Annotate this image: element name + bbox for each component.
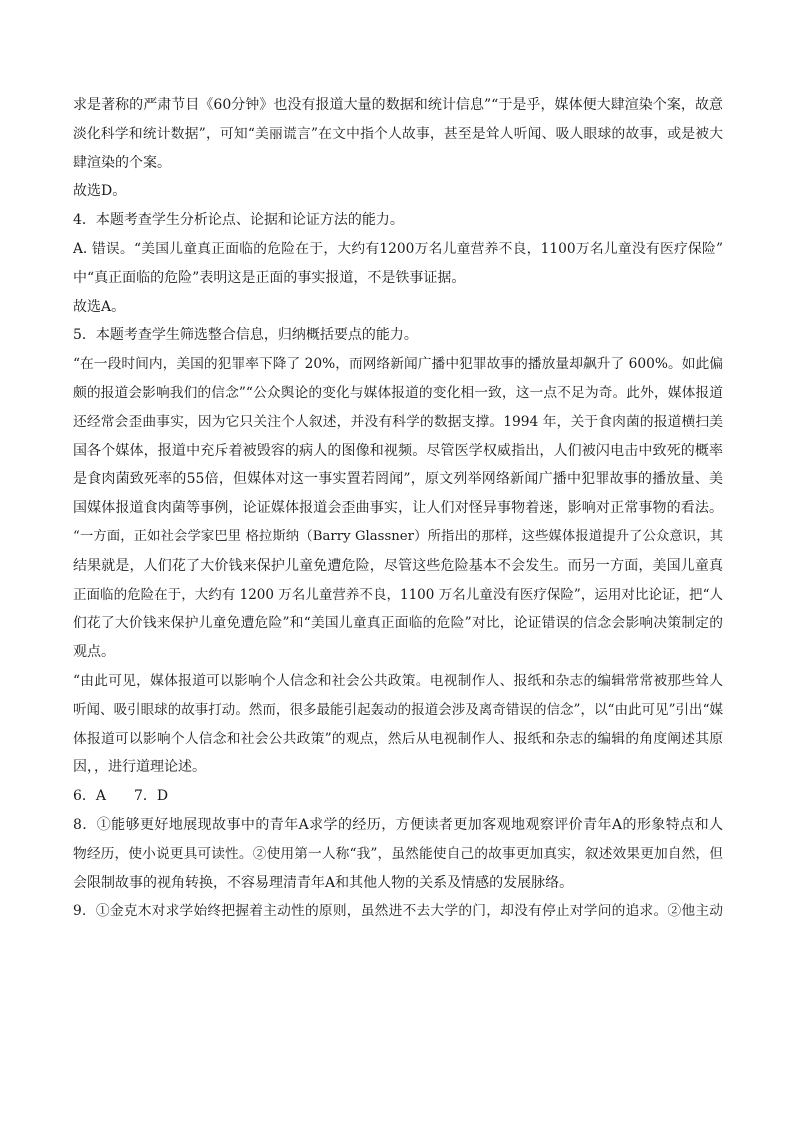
- text-line: “一方面，正如社会学家巴里 格拉斯纳（Barry Glassner）所指出的那样，这些媒体报道提升了公众意识，其: [73, 528, 723, 544]
- text-line: 6．A 7．D: [73, 788, 169, 805]
- text-line: “在一段时间内，美国的犯罪率下降了 20%，而网络新闻广播中犯罪故事的播放量却飙升了 600%。如此偏: [73, 356, 723, 373]
- text-line: 求是著称的严肃节目《60分钟》也没有报道大量的数据和统计信息”“于是乎，媒体便大肆渲染个案，故意: [73, 97, 723, 113]
- text-line: 淡化科学和统计数据”，可知“美丽谎言”在文中指个人故事，甚至是耸人听闻、吸人眼球的故事，或是被大: [73, 125, 723, 142]
- text-line: 是食肉菌致死率的55倍，但媒体对这一事实置若罔闻”，原文列举网络新闻广播中犯罪故事的播放量、美: [73, 471, 723, 488]
- text-line: 9．①金克木对求学始终把握着主动性的原则，虽然进不去大学的门，却没有停止对学问的追求。②他主动: [73, 903, 723, 920]
- text-line: 会限制故事的视角转换，不容易理清青年A和其他人物的关系及情感的发展脉络。: [73, 874, 574, 891]
- text-line: 还经常会歪曲事实，因为它只关注个人叙述，并没有科学的数据支撑。1994 年，关于食肉菌的报道横扫美: [73, 413, 723, 430]
- text-line: 故选A。: [73, 298, 126, 315]
- text-line: A. 错误。“美国儿童真正面临的危险在于，大约有1200万名儿童营养不良，1100万名儿童没有医疗保险”: [73, 240, 723, 257]
- text-line: 中“真正面临的危险”表明这是正面的事实报道，不是铁事证据。: [73, 269, 466, 286]
- text-line: 5．本题考查学生筛选整合信息，归纳概括要点的能力。: [73, 327, 418, 344]
- text-line: 正面临的危险在于，大约有 1200 万名儿童营养不良，1100 万名儿童没有医疗保险”，运用对比论证，把“人: [73, 586, 723, 603]
- text-line: 因，，进行道理论述。: [73, 759, 206, 776]
- text-line: 8．①能够更好地展现故事中的青年A求学的经历，方便读者更加客观地观察评价青年A的形象特点和人: [73, 816, 723, 833]
- text-line: 们花了大价钱来保护儿童免遭危险”和“美国儿童真正面临的危险”对比，论证错误的信念会影响决策制定的: [73, 615, 723, 632]
- text-line: 听闻、吸引眼球的故事打动。然而，很多最能引起轰动的报道会涉及离奇错误的信念”，以“由此可见”引出“媒: [73, 701, 723, 718]
- text-line: 结果就是，人们花了大价钱来保护儿童免遭危险，尽管这些危险基本不会发生。而另一方面，美国儿童真: [73, 557, 723, 574]
- text-line: 故选D。: [73, 183, 127, 200]
- text-line: 颇的报道会影响我们的信念”“公众舆论的变化与媒体报道的变化相一致，这一点不足为奇。此外，媒体报道: [73, 384, 723, 401]
- text-line: 国媒体报道食肉菌等事例，论证媒体报道会歪曲事实，让人们对怪异事物着迷，影响对正常事物的看法。: [73, 500, 723, 517]
- text-line: 肆渲染的个案。: [73, 154, 171, 171]
- text-line: 观点。: [73, 644, 115, 661]
- text-line: 体报道可以影响个人信念和社会公共政策”的观点，然后从电视制作人、报纸和杂志的编辑的角度阐述其原: [73, 730, 723, 747]
- text-line: “由此可见，媒体报道可以影响个人信念和社会公共政策。电视制作人、报纸和杂志的编辑常常被那些耸人: [73, 672, 723, 689]
- text-line: 国各个媒体，报道中充斥着被毁容的病人的图像和视频。尽管医学权威指出，人们被闪电击中致死的概率: [73, 442, 723, 459]
- text-line: 4．本题考查学生分析论点、论据和论证方法的能力。: [73, 212, 404, 229]
- text-line: 物经历，使小说更具可读性。②使用第一人称“我”，虽然能使自己的故事更加真实，叙述效果更加自然，但: [73, 845, 723, 862]
- answer-text-block: [73, 91, 723, 926]
